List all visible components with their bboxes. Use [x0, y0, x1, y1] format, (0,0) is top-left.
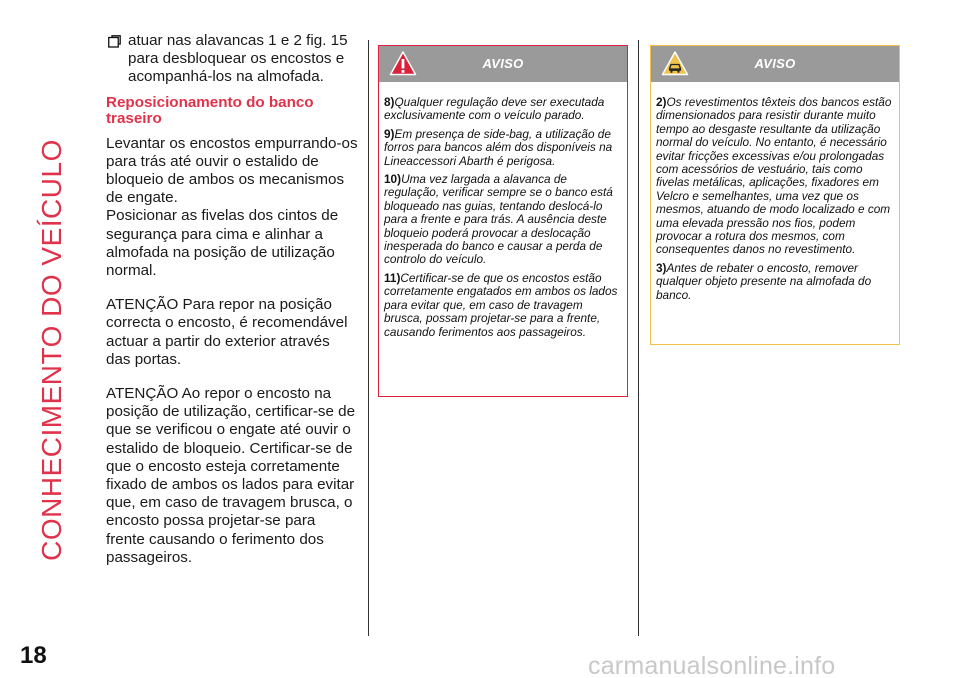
section-heading: Reposicionamento do banco traseiro	[106, 93, 314, 127]
warning-item	[656, 96, 896, 257]
note-number: 10)	[384, 172, 402, 187]
warning-item	[384, 272, 624, 339]
note-number: 3)	[656, 260, 667, 275]
column-divider	[368, 40, 369, 636]
warning-title: AVISO	[754, 56, 796, 71]
warning-body	[379, 82, 627, 339]
note-text: Os revestimentos têxteis dos bancos estão dimensionados para resistir durante muito tempo ao desgaste resultante da utilização normal do veículo. No entanto, é necessário evitar fricções excessivas e/ou prolongadas com acessórios de vestuário, tais como fivelas metálicas, aplicações, fixadores em Velcro e semelhantes, uma vez que os mesmos, atuando de modo localizado e com uma elevada pressão nos fios, podem provocar a rotura dos mesmos, com consequentes danos no revestimento.	[656, 95, 892, 257]
warning-header	[651, 46, 899, 82]
watermark: carmanualsonline.info	[588, 652, 836, 678]
warning-header	[379, 46, 627, 82]
note-text: Em presença de side-bag, a utilização de forros para bancos além dos disponíveis na Lineaccessori Abarth é perigosa.	[384, 126, 613, 168]
paragraph: Levantar os encostos empurrando-os para trás até ouvir o estalido de bloqueio de ambos os mecanismos de engate.	[106, 134, 358, 207]
warning-item	[384, 128, 624, 168]
attention-paragraph: ATENÇÃO Ao repor o encosto na posição de utilização, certificar-se de que se verificou o engate até ouvir o estalido de bloqueio. Certificar-se de que o encosto esteja corretamente fixado de ambos os lados para evitar que, em caso de travagem brusca, o encosto possa projetar-se para frente causando o ferimento dos passageiros.	[106, 385, 356, 566]
warning-title: AVISO	[482, 56, 524, 71]
attention-paragraph: ATENÇÃO Para repor na posição correcta o encosto, é recomendável actuar a partir do exterior através das portas.	[106, 296, 348, 368]
checkbox-icon	[108, 35, 121, 48]
column-divider	[638, 40, 639, 636]
warning-body	[651, 82, 899, 302]
paragraph: Posicionar as fivelas dos cintos de segurança para cima e alinhar a almofada na posição de utilização normal.	[106, 207, 339, 280]
note-number: 2)	[656, 95, 667, 109]
page-number: 18	[20, 642, 47, 669]
warning-item	[384, 96, 624, 123]
note-number: 9)	[384, 126, 395, 141]
note-number: 8)	[384, 95, 395, 109]
warning-box-red	[378, 45, 628, 397]
warning-item	[656, 262, 896, 302]
bullet-text: atuar nas alavancas 1 e 2 fig. 15 para desbloquear os encostos e acompanhá-los na almofada.	[128, 32, 348, 86]
note-text: Qualquer regulação deve ser executada exclusivamente com o veículo parado.	[384, 95, 605, 123]
bullet-item	[106, 32, 358, 87]
left-column	[106, 32, 358, 567]
note-text: Certificar-se de que os encostos estão corretamente engatados em ambos os lados para evitar que, em caso de travagem brusca, possam projetar-se para a frente, causando ferimentos aos passageiros.	[384, 270, 618, 339]
warning-item	[384, 173, 624, 267]
warning-box-yellow	[650, 45, 900, 345]
note-text: Antes de rebater o encosto, remover qualquer objeto presente na almofada do banco.	[656, 260, 872, 302]
note-text: Uma vez largada a alavanca de regulação, verificar sempre se o banco está bloqueado nas guias, tentando deslocá-lo para a frente e para trás. A ausência deste bloqueio poderá provocar a deslocação inesperada do banco e causar a perda de controlo do veículo.	[384, 172, 613, 267]
note-number: 11)	[384, 270, 401, 285]
